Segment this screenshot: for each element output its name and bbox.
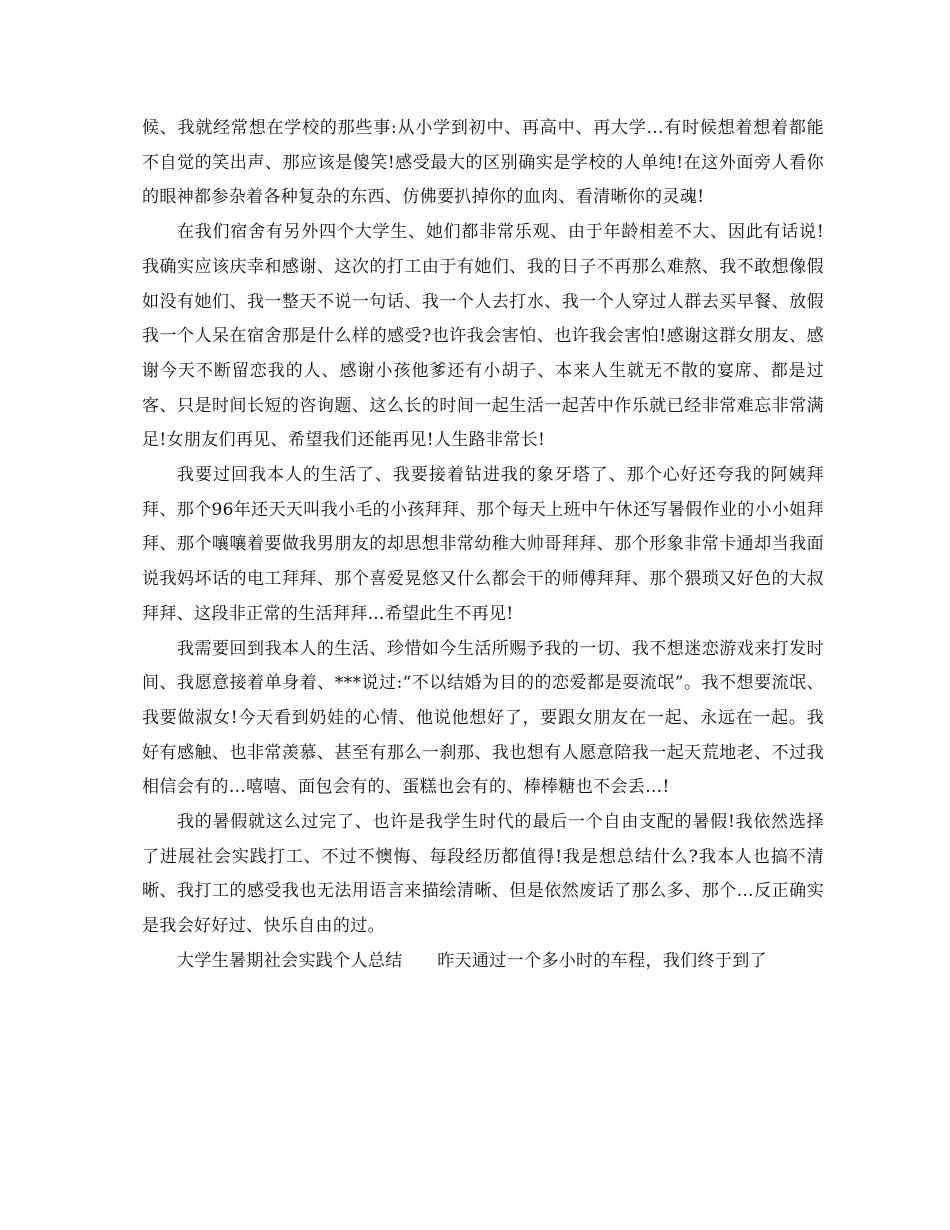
document-body	[142, 111, 824, 979]
paragraph-3: 我要过回我本人的生活了、我要接着钻进我的象牙塔了、那个心好还夸我的阿姨拜拜、那个96年还天天叫我小毛的小孩拜拜、那个每天上班中午休还写暑假作业的小小姐拜拜、那个嚷嚷着要做我男朋友的却思想非常幼稚大帅哥拜拜、那个形象非常卡通却当我面说我妈坏话的电工拜拜、那个喜爱晃悠又什么都会干的师傅拜拜、那个猥琐又好色的大叔拜拜、这段非正常的生活拜拜…希望此生不再见!	[142, 465, 824, 624]
paragraph-6: 大学生暑期社会实践个人总结 昨天通过一个多小时的车程，我们终于到了	[177, 950, 767, 971]
paragraph-1: 候、我就经常想在学校的那些事:从小学到初中、再高中、再大学…有时候想着想着都能不自觉的笑出声、那应该是傻笑!感受最大的区别确实是学校的人单纯!在这外面旁人看你的眼神都参杂着各种复杂的东西、仿佛要扒掉你的血肉、看清晰你的灵魂!	[142, 118, 824, 208]
paragraph-5: 我的暑假就这么过完了、也许是我学生时代的最后一个自由支配的暑假!我依然选择了进展社会实践打工、不过不懊悔、每段经历都值得!我是想总结什么?我本人也搞不清晰、我打工的感受我也无法用语言来描绘清晰、但是依然废话了那么多、那个…反正确实是我会好好过、快乐自由的过。	[142, 812, 824, 937]
paragraph-4: 我需要回到我本人的生活、珍惜如今生活所赐予我的一切、我不想迷恋游戏来打发时间、我愿意接着单身着、***说过:“不以结婚为目的的恋爱都是耍流氓”。我不想要流氓、我要做淑女!今天看到奶娃的心情、他说他想好了，要跟女朋友在一起、永远在一起。我好有感触、也非常羡慕、甚至有那么一刹那、我也想有人愿意陪我一起天荒地老、不过我相信会有的…嘻嘻、面包会有的、蛋糕也会有的、棒棒糖也不会丢…!	[142, 638, 824, 798]
paragraph-2: 在我们宿舍有另外四个大学生、她们都非常乐观、由于年龄相差不大、因此有话说!我确实应该庆幸和感谢、这次的打工由于有她们、我的日子不再那么难熬、我不敢想像假如没有她们、我一整天不说一句话、我一个人去打水、我一个人穿过人群去买早餐、放假我一个人呆在宿舍那是什么样的感受?也许我会害怕、也许我会害怕!感谢这群女朋友、感谢今天不断留恋我的人、感谢小孩他爹还有小胡子、本来人生就无不散的宴席、都是过客、只是时间长短的咨询题、这么长的时间一起生活一起苦中作乐就已经非常难忘非常满足!女朋友们再见、希望我们还能再见!人生路非常长!	[142, 222, 824, 451]
